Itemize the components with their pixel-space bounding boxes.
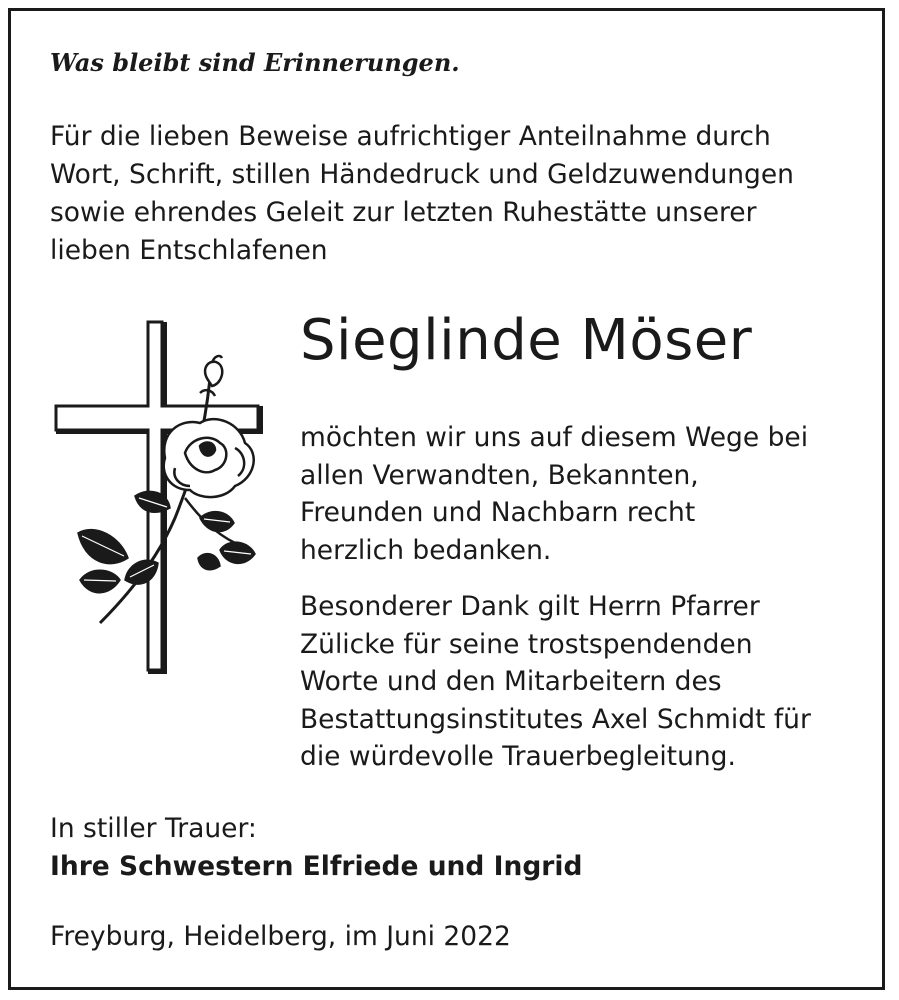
signers: Ihre Schwestern Elfriede und Ingrid xyxy=(50,851,583,882)
thanks-line: herzlich bedanken. xyxy=(300,534,552,566)
intro-line: lieben Entschlafenen xyxy=(50,235,328,266)
closing-block xyxy=(50,810,582,886)
intro-paragraph xyxy=(50,118,870,270)
special-thanks-paragraph xyxy=(300,588,811,776)
rose-bud-icon xyxy=(200,356,222,396)
intro-line: Wort, Schrift, stillen Händedruck und Geldzuwendungen xyxy=(50,159,794,190)
intro-line: sowie ehrendes Geleit zur letzten Ruhestätte unserer xyxy=(50,197,757,228)
deceased-name: Sieglinde Möser xyxy=(300,308,753,373)
mourning-label: In stiller Trauer: xyxy=(50,813,257,844)
special-thanks-line: Worte und den Mitarbeitern des xyxy=(300,666,722,697)
special-thanks-line: Besonderer Dank gilt Herrn Pfarrer xyxy=(300,591,760,622)
cross-with-rose-icon xyxy=(50,318,270,683)
special-thanks-line: Zülicke für seine trostspendenden xyxy=(300,628,753,660)
thanks-line: allen Verwandten, Bekannten, xyxy=(300,459,699,491)
special-thanks-line: Bestattungsinstitutes Axel Schmidt für xyxy=(300,703,811,735)
rose-icon xyxy=(164,419,254,497)
thanks-paragraph xyxy=(300,419,808,569)
place-date: Freyburg, Heidelberg, im Juni 2022 xyxy=(50,921,511,952)
special-thanks-line: die würdevolle Trauerbegleitung. xyxy=(300,741,736,772)
motto-heading: Was bleibt sind Erinnerungen. xyxy=(50,48,460,77)
intro-line: Für die lieben Beweise aufrichtiger Anteilnahme durch xyxy=(50,121,771,152)
thanks-line: möchten wir uns auf diesem Wege bei xyxy=(300,422,809,453)
thanks-line: Freunden und Nachbarn recht xyxy=(300,497,696,528)
